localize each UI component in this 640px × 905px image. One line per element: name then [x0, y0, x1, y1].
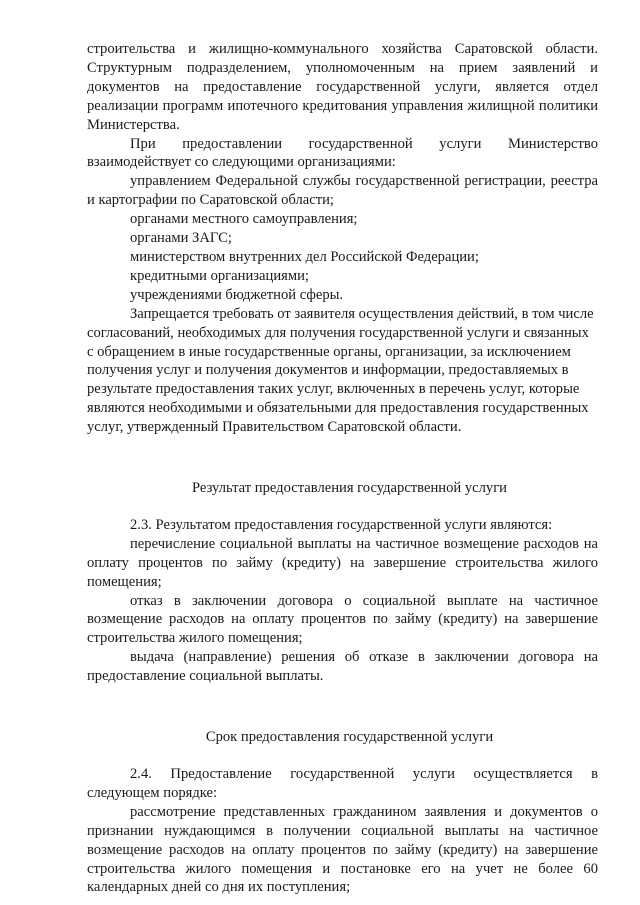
paragraph-interaction: При предоставлении государственной услуги Министерство взаимодействует со следующими организациями:: [87, 135, 598, 171]
paragraph-ministry-structure: строительства и жилищно-коммунального хозяйства Саратовской области. Структурным подразделением, уполномоченным на прием заявлений и документов на предоставление государственной услуги, является отдел реализации программ ипотечного кредитования управления жилищной политики Министерства.: [87, 41, 598, 133]
paragraph-result-lead: 2.3. Результатом предоставления государственной услуги являются:: [130, 516, 553, 533]
list-item-result: отказ в заключении договора о социальной выплате на частичное возмещение расходов на оплату процентов по займу (кредиту) на завершение строительства жилого помещения;: [87, 592, 598, 647]
list-item-org: органами местного самоуправления;: [130, 211, 358, 228]
list-item-result: выдача (направление) решения об отказе в заключении договора на предоставление социальной выплаты.: [87, 649, 598, 685]
paragraph-prohibition: Запрещается требовать от заявителя осуществления действий, в том числе согласований, необходимых для получения государственной услуги и связанных с обращением в иные государственные органы, организации, за исключением получения услуг и получения документов и информации, предоставляемых в результате предоставления таких услуг, включенных в перечень услуг, которые являются необходимыми и обязательными для предоставления государственных услуг, утвержденный Правительством Саратовской области.: [87, 305, 594, 436]
spacer: [87, 437, 598, 461]
spacer: [87, 710, 598, 728]
spacer: [87, 498, 598, 516]
list-item-org: учреждениями бюджетной сферы.: [130, 286, 344, 303]
list-item-result: перечисление социальной выплаты на частичное возмещение расходов на оплату процентов по займу (кредиту) на завершение строительства жилого помещения;: [87, 535, 598, 590]
spacer: [87, 747, 598, 765]
list-item-term: рассмотрение представленных гражданином заявления и документов о признании нуждающимся в получении социальной выплаты на частичное возмещение расходов на оплату процентов по займу (кредиту) на завершение строительства жилого помещения и постановке его на учет не более 60 календарных дней со дня их поступления;: [87, 803, 598, 896]
list-item-org: кредитными организациями;: [130, 267, 309, 284]
section-heading-term: Срок предоставления государственной услуги: [205, 729, 494, 746]
spacer: [87, 686, 598, 710]
list-item-org: управлением Федеральной службы государственной регистрации, реестра и картографии по Саратовской области;: [87, 173, 598, 209]
section-heading-result: Результат предоставления государственной услуги: [192, 480, 507, 497]
list-item-org: министерством внутренних дел Российской Федерации;: [130, 248, 479, 265]
paragraph-term-lead: 2.4. Предоставление государственной услуги осуществляется в следующем порядке:: [87, 766, 598, 801]
spacer: [87, 461, 598, 479]
list-item-org: органами ЗАГС;: [130, 230, 232, 247]
